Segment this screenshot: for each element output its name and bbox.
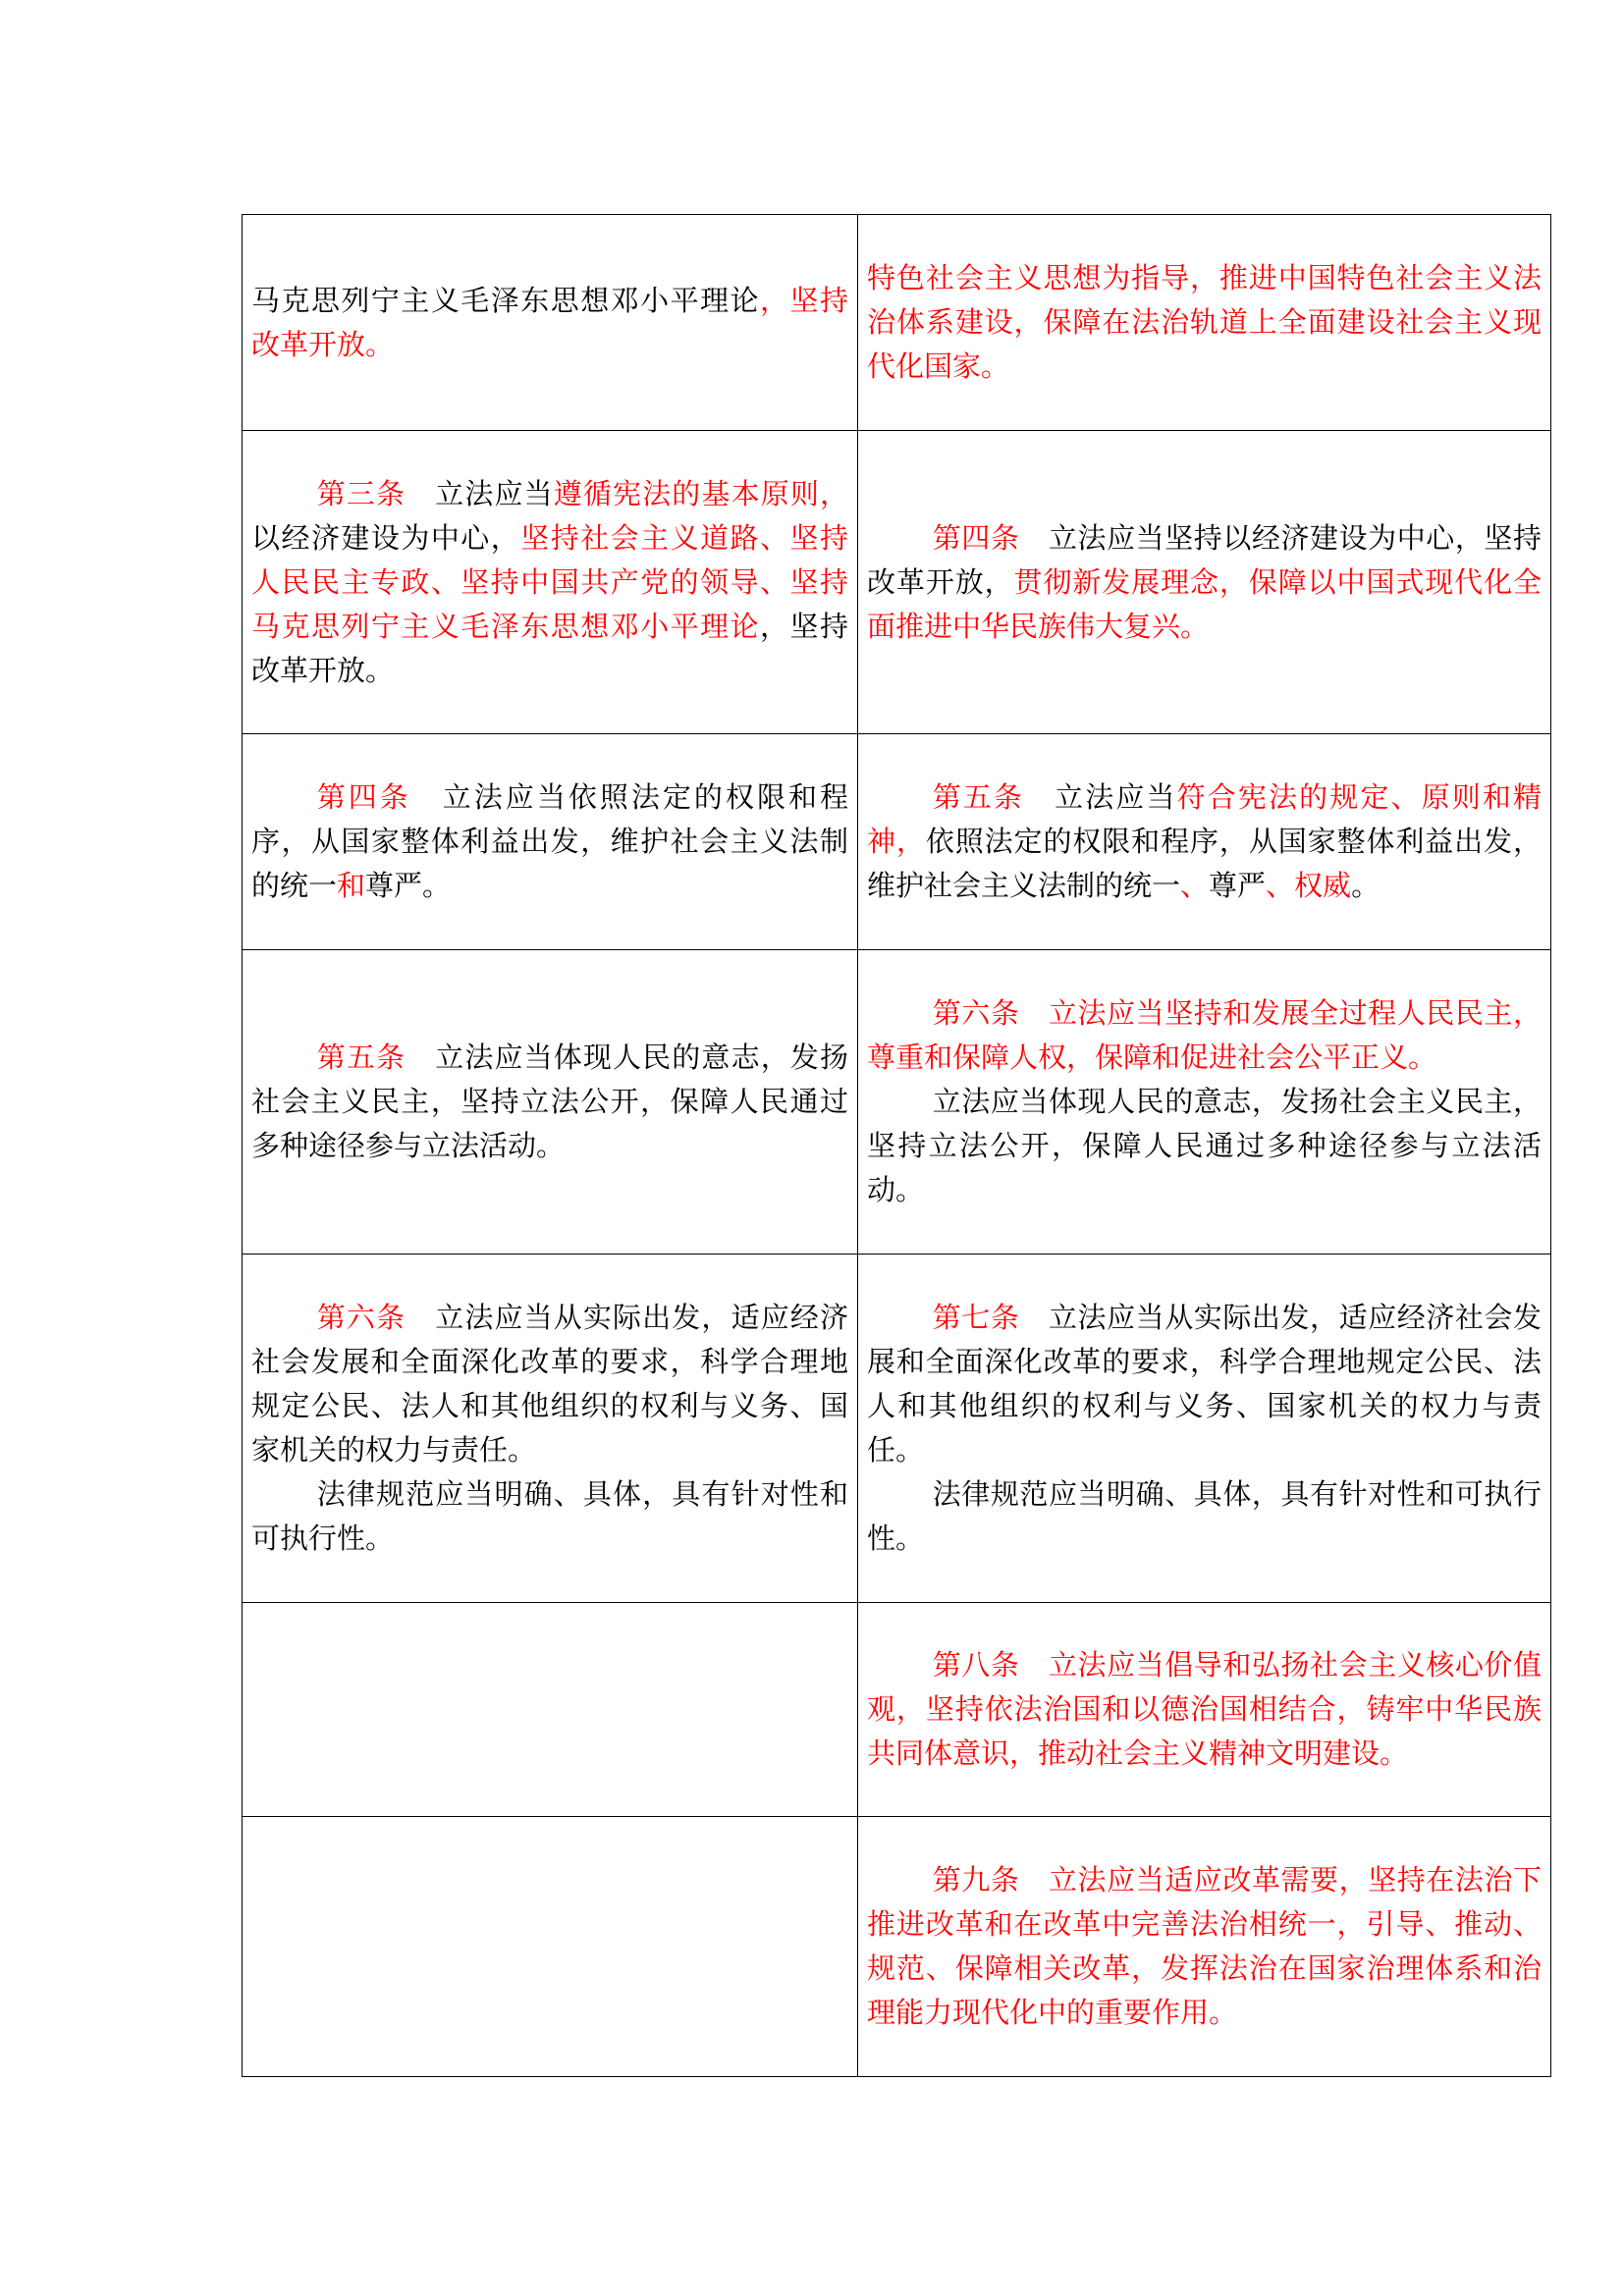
new-text-cell: [858, 1255, 1551, 1603]
article-paragraph: [867, 1643, 1542, 1776]
highlighted-text: 符合宪法的规定、原则和精神，: [867, 780, 1542, 858]
highlighted-text: 、权威: [1266, 869, 1352, 902]
text-segment: 依照法定的权限和程序，从国家整体利益出发，维护社会主义法制的统一: [867, 825, 1542, 902]
article-paragraph: [251, 279, 848, 367]
article-paragraph: [251, 1472, 848, 1561]
highlighted-text: 第四条: [932, 520, 1020, 555]
table-row: [243, 431, 1551, 734]
text-segment: 马克思列宁主义毛泽东思想邓小平理论: [251, 283, 761, 317]
text-segment: ，坚持改革开放。: [251, 609, 848, 687]
highlighted-text: 第六条: [316, 1301, 406, 1334]
new-text-cell: [858, 431, 1551, 734]
highlighted-text: 第四条: [316, 780, 411, 814]
new-text-cell: [858, 950, 1551, 1255]
highlighted-text: 第三条: [316, 476, 406, 510]
highlighted-text: 贯彻新发展理念，保障以中国式现代化全面推进中华民族伟大复兴。: [867, 564, 1542, 643]
article-paragraph: [867, 1472, 1542, 1561]
highlighted-text: 第八条 立法应当倡导和弘扬社会主义核心价值观，坚持依法治国和以德治国相结合，铸牢中华民族共同体意识，推动社会主义精神文明建设。: [867, 1648, 1542, 1770]
text-segment: 立法应当从实际出发，适应经济社会发展和全面深化改革的要求，科学合理地规定公民、法人和其他组织的权利与义务、国家机关的权力与责任。: [867, 1301, 1542, 1467]
text-segment: 立法应当依照法定的权限和程序，从国家整体利益出发，维护社会主义法制的统一: [251, 780, 848, 902]
highlighted-text: 第五条: [932, 780, 1025, 814]
old-text-cell: [243, 950, 858, 1255]
text-segment: 尊严: [1209, 869, 1267, 902]
table-row: [243, 1603, 1551, 1817]
article-paragraph: [867, 1858, 1542, 2035]
highlighted-text: 特色社会主义思想为指导，推进中国特色社会主义法治体系建设，保障在法治轨道上全面建设社会主义现代化国家。: [867, 261, 1542, 383]
article-paragraph: [867, 991, 1542, 1080]
text-segment: 尊严。: [365, 869, 452, 902]
article-paragraph: [867, 256, 1542, 389]
old-text-cell: [243, 734, 858, 950]
highlighted-text: ，坚持改革开放。: [251, 283, 848, 361]
highlighted-text: 坚持社会主义道路、坚持人民民主专政、坚持中国共产党的领导、坚持马克思列宁主义毛泽东思想邓小平理论: [251, 520, 848, 643]
new-text-cell: [858, 1603, 1551, 1817]
highlighted-text: 第五条: [316, 1041, 406, 1074]
article-paragraph: [867, 516, 1542, 649]
new-text-cell: [858, 1817, 1551, 2077]
old-text-cell: [243, 1255, 858, 1603]
new-text-cell: [858, 215, 1551, 431]
comparison-table: [242, 214, 1551, 2077]
article-paragraph: [867, 1080, 1542, 1212]
highlighted-text: 遵循宪法的基本原则，: [553, 476, 848, 510]
article-paragraph: [251, 1296, 848, 1472]
highlighted-text: 第七条: [932, 1301, 1020, 1334]
text-segment: 法律规范应当明确、具体，具有针对性和可执行性。: [251, 1477, 848, 1555]
table-row: [243, 215, 1551, 431]
highlighted-text: 第六条 立法应当坚持和发展全过程人民民主，尊重和保障人权，保障和促进社会公平正义。: [867, 996, 1542, 1074]
table-row: [243, 1817, 1551, 2077]
old-text-cell: [243, 1817, 858, 2077]
highlighted-text: 第九条 立法应当适应改革需要，坚持在法治下推进改革和在改革中完善法治相统一，引导、推动、规范、保障相关改革，发挥法治在国家治理体系和治理能力现代化中的重要作用。: [867, 1863, 1542, 2029]
text-segment: 立法应当体现人民的意志，发扬社会主义民主，坚持立法公开，保障人民通过多种途径参与立法活动。: [867, 1085, 1542, 1206]
article-paragraph: [251, 1036, 848, 1168]
table-row: [243, 950, 1551, 1255]
text-segment: 。: [1351, 869, 1380, 902]
old-text-cell: [243, 215, 858, 431]
text-segment: 立法应当: [1024, 780, 1177, 814]
article-paragraph: [867, 1296, 1542, 1472]
highlighted-text: 和: [337, 869, 366, 902]
article-paragraph: [251, 775, 848, 908]
old-text-cell: [243, 1603, 858, 1817]
old-text-cell: [243, 431, 858, 734]
text-segment: 立法应当坚持以经济建设为中心，坚持改革开放，: [867, 520, 1542, 599]
text-segment: 以经济建设为中心，: [251, 520, 521, 555]
table-row: [243, 1255, 1551, 1603]
highlighted-text: 、: [1180, 869, 1210, 902]
text-segment: 立法应当体现人民的意志，发扬社会主义民主，坚持立法公开，保障人民通过多种途径参与立法活动。: [251, 1041, 848, 1162]
table-body: [243, 215, 1551, 2077]
text-segment: 立法应当: [406, 476, 554, 510]
article-paragraph: [867, 775, 1542, 908]
text-segment: 立法应当从实际出发，适应经济社会发展和全面深化改革的要求，科学合理地规定公民、法人和其他组织的权利与义务、国家机关的权力与责任。: [251, 1301, 848, 1467]
text-segment: 法律规范应当明确、具体，具有针对性和可执行性。: [867, 1477, 1542, 1555]
article-paragraph: [251, 472, 848, 693]
new-text-cell: [858, 734, 1551, 950]
table-row: [243, 734, 1551, 950]
